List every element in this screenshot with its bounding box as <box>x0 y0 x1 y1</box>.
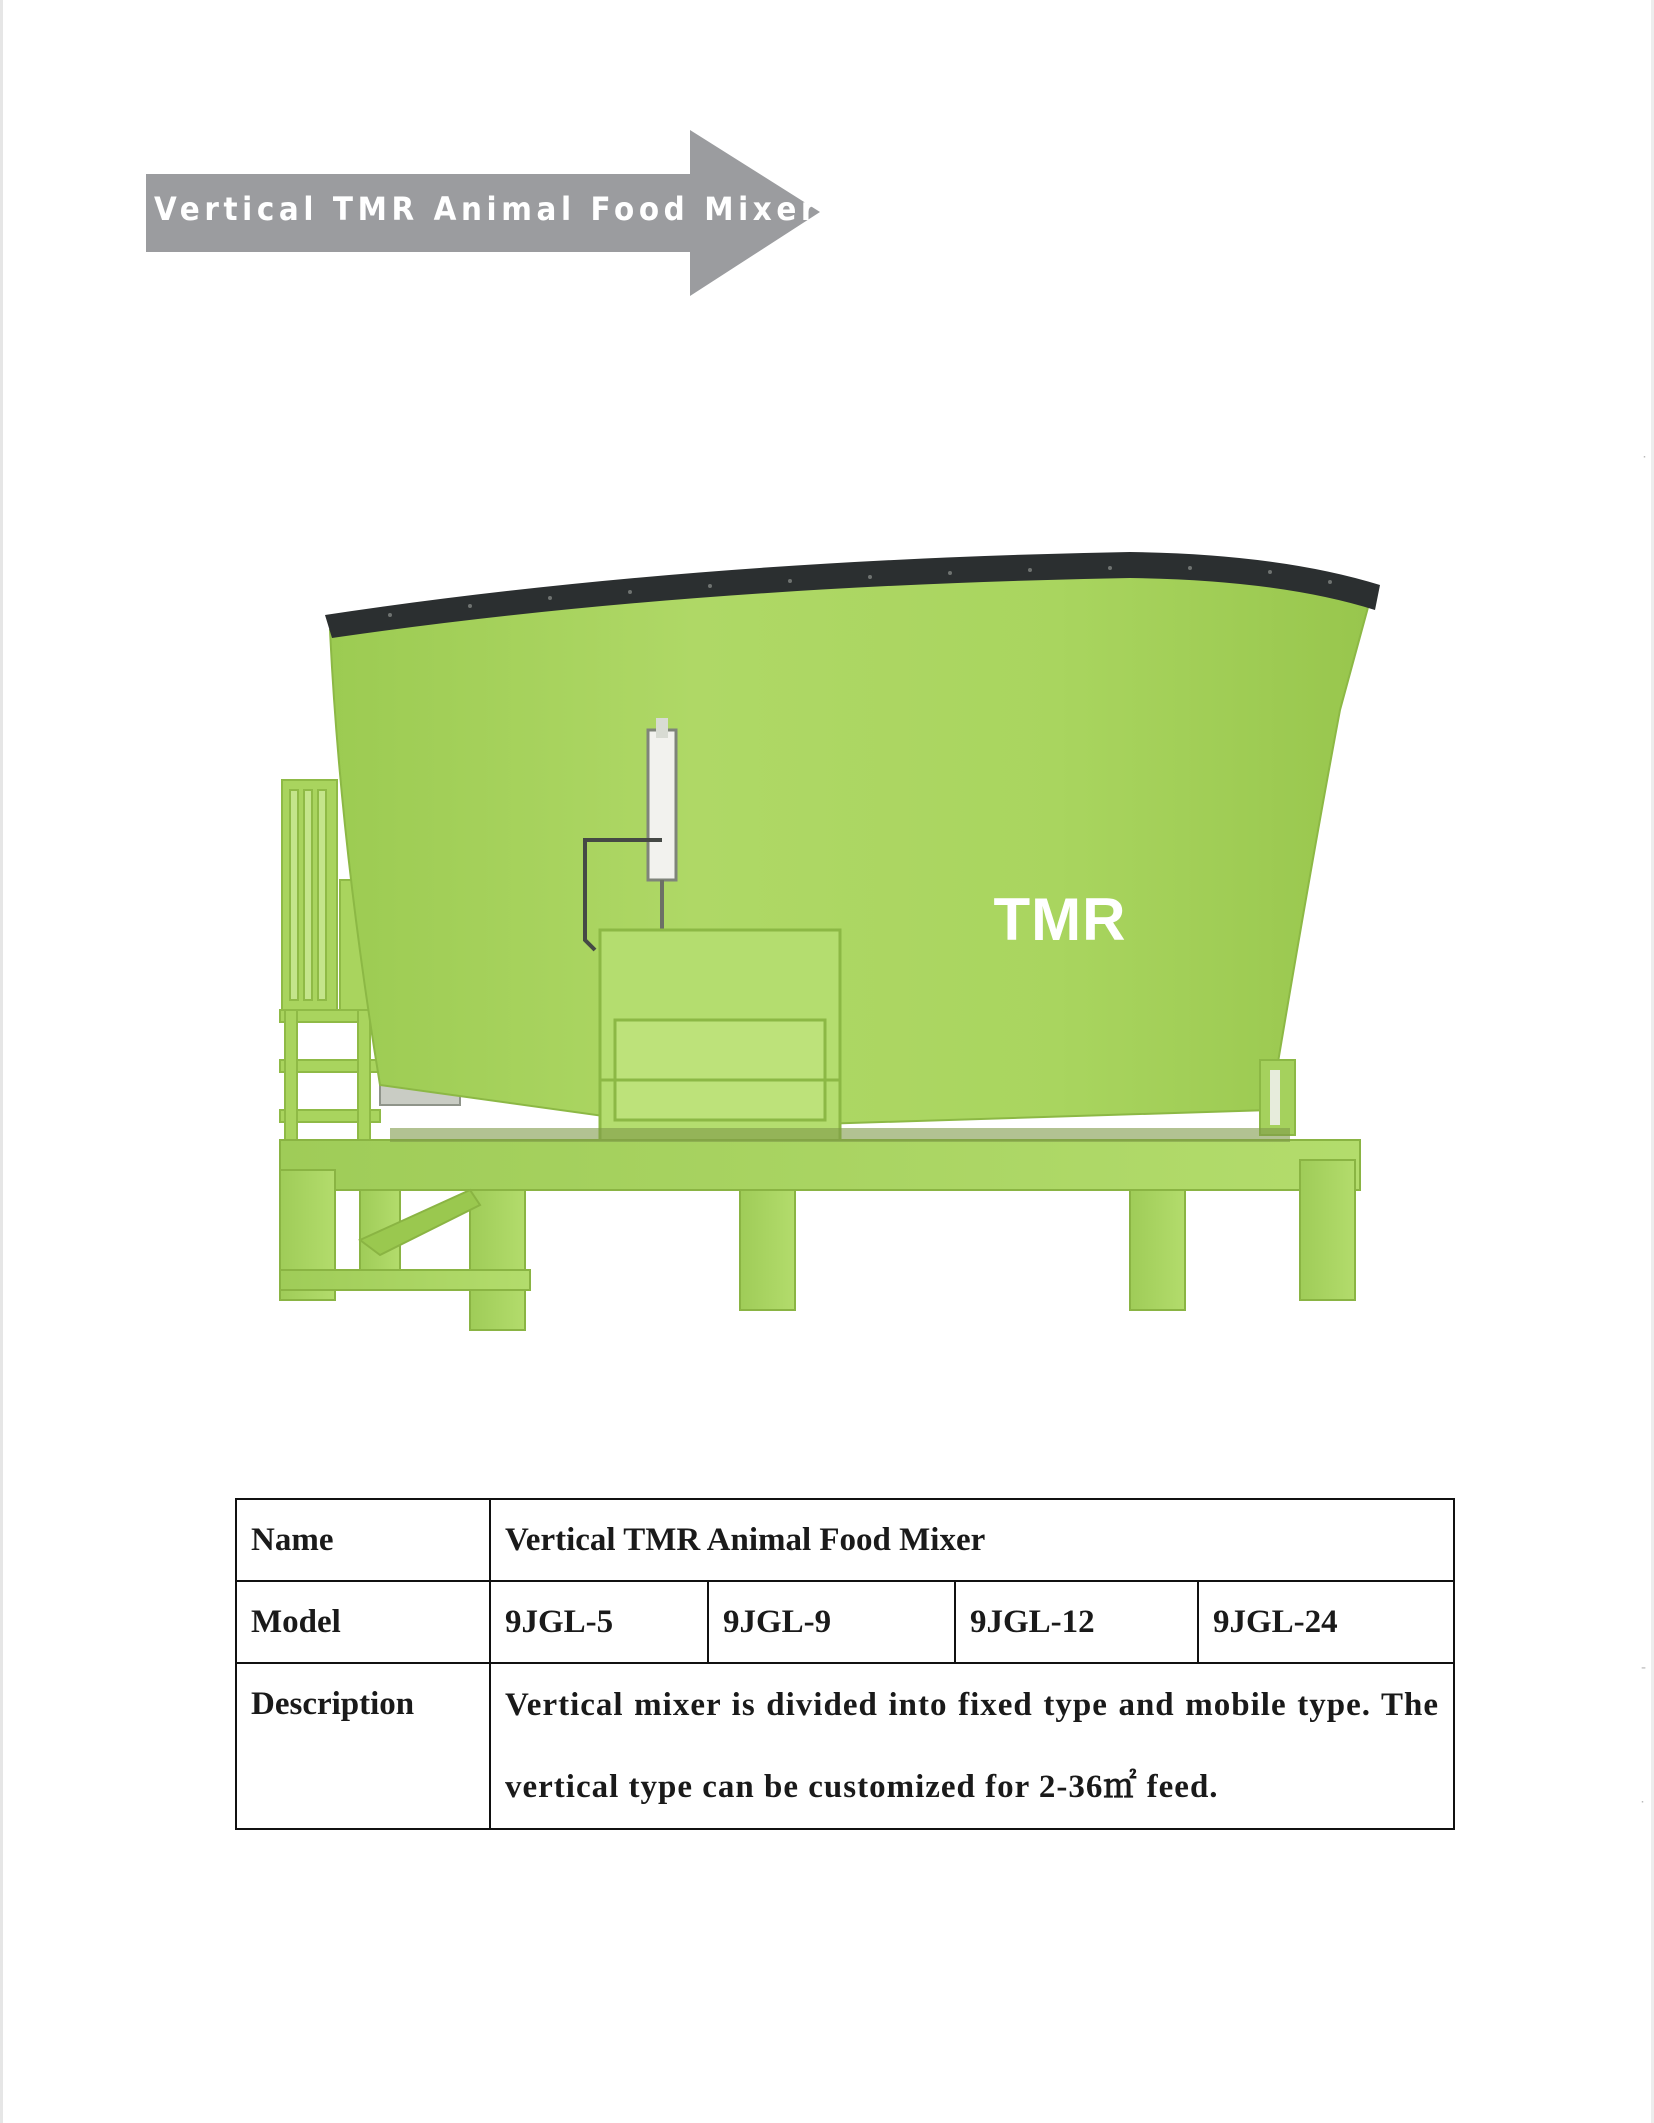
discharge-door <box>600 930 840 1150</box>
model-value: 9JGL-9 <box>708 1581 955 1663</box>
tank-label: TMR <box>993 886 1127 953</box>
description-value: Vertical mixer is divided into fixed type and mobile type. The vertical type can be customized for 2-36㎡ feed. <box>505 1687 1439 1805</box>
header-title: Vertical TMR Animal Food Mixer <box>154 190 821 228</box>
base-frame <box>280 1140 1360 1330</box>
spec-table <box>235 1498 1455 1830</box>
name-value: Vertical TMR Animal Food Mixer <box>490 1499 1454 1581</box>
product-photo <box>270 540 1440 1340</box>
scan-mark: ˙ <box>1641 455 1648 471</box>
frame-shadow <box>390 1128 1290 1142</box>
model-label: Model <box>236 1581 490 1663</box>
model-value: 9JGL-5 <box>490 1581 708 1663</box>
name-label: Name <box>236 1499 490 1581</box>
model-value: 9JGL-24 <box>1198 1581 1454 1663</box>
page-edge-left <box>0 0 3 2123</box>
scan-mark: ‐ <box>1640 1660 1646 1676</box>
header-arrow-banner <box>146 128 822 298</box>
tmr-mixer-illustration <box>270 540 1440 1340</box>
scan-mark: ˙ <box>1639 1800 1646 1816</box>
description-value-cell <box>490 1663 1454 1829</box>
table-row-name <box>236 1499 1454 1581</box>
model-value: 9JGL-12 <box>955 1581 1198 1663</box>
table-row-model <box>236 1581 1454 1663</box>
description-label: Description <box>236 1663 490 1829</box>
right-bracket <box>1260 1060 1295 1135</box>
table-row-description <box>236 1663 1454 1829</box>
mixer-tank <box>330 568 1370 1128</box>
